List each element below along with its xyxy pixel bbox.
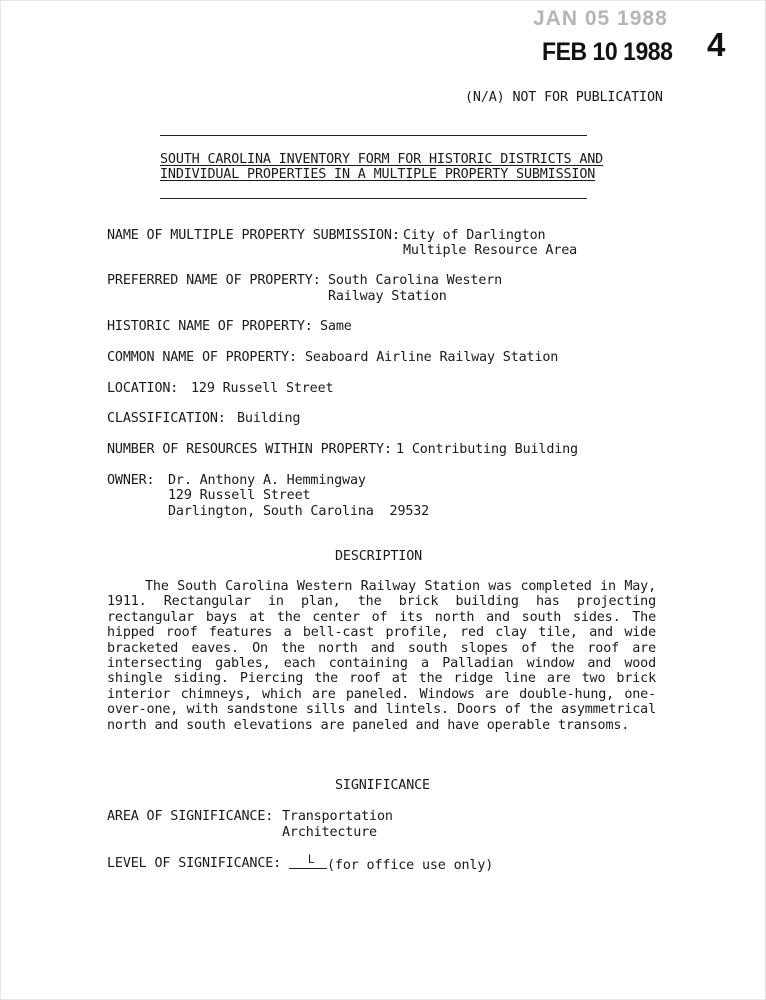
submission-value-2: Multiple Resource Area <box>403 243 578 258</box>
owner-line-2: 129 Russell Street <box>168 488 311 503</box>
significance-heading: SIGNIFICANCE <box>335 778 430 793</box>
form-title-line-2: INDIVIDUAL PROPERTIES IN A MULTIPLE PROPERTY SUBMISSION <box>160 167 596 182</box>
owner-line-1: Dr. Anthony A. Hemmingway <box>168 473 366 488</box>
level-office-use-note: (for office use only) <box>327 858 494 873</box>
top-rule <box>160 135 587 136</box>
area-of-significance-label: AREA OF SIGNIFICANCE: <box>107 809 274 824</box>
owner-line-3: Darlington, South Carolina 29532 <box>168 504 430 519</box>
resources-value: 1 Contributing Building <box>396 442 578 457</box>
submission-value-1: City of Darlington <box>403 228 546 243</box>
area-of-significance-value-1: Transportation <box>282 809 393 824</box>
description-paragraph: The South Carolina Western Railway Station was completed in May, 1911. Rectangular in plan, the brick building has projecting rectangular bays at the center of its north and south sides. The hipped roof features a bell-cast profile, red clay tile, and wide bracketed eaves. On the north and south slopes of the roof are intersecting gables, each containing a Palladian window and wood shingle siding. Piercing the roof at the ridge line are two brick interior chimneys, which are paneled. Windows are double-hung, one-over-one, with sandstone sills and lintels. Doors of the asymmetrical north and south elevations are paneled and have operable transoms. <box>107 579 656 733</box>
received-stamp-faint: JAN 05 1988 <box>533 7 668 30</box>
level-blank <box>289 852 327 869</box>
description-heading: DESCRIPTION <box>335 549 423 564</box>
preferred-name-value-2: Railway Station <box>328 289 447 304</box>
level-handwritten-mark: L <box>308 852 315 866</box>
level-of-significance-label: LEVEL OF SIGNIFICANCE: <box>107 856 282 871</box>
area-of-significance-value-2: Architecture <box>282 825 377 840</box>
location-label: LOCATION: <box>107 381 179 396</box>
bottom-rule <box>160 198 587 199</box>
resources-label: NUMBER OF RESOURCES WITHIN PROPERTY: <box>107 442 392 457</box>
classification-value: Building <box>237 411 301 426</box>
preferred-name-label: PREFERRED NAME OF PROPERTY: <box>107 273 321 288</box>
publication-note: (N/A) NOT FOR PUBLICATION <box>465 90 663 105</box>
historic-name-label: HISTORIC NAME OF PROPERTY: <box>107 319 313 334</box>
common-name-value: Seaboard Airline Railway Station <box>305 350 559 365</box>
preferred-name-value-1: South Carolina Western <box>328 273 503 288</box>
submission-label: NAME OF MULTIPLE PROPERTY SUBMISSION: <box>107 228 400 243</box>
received-date-stamp: FEB 10 1988 <box>542 38 673 66</box>
page-number: 4 <box>707 26 726 63</box>
common-name-label: COMMON NAME OF PROPERTY: <box>107 350 297 365</box>
form-title-line-1: SOUTH CAROLINA INVENTORY FORM FOR HISTORIC DISTRICTS AND <box>160 152 604 167</box>
classification-label: CLASSIFICATION: <box>107 411 226 426</box>
level-of-significance-field <box>289 852 494 873</box>
location-value: 129 Russell Street <box>191 381 334 396</box>
owner-label: OWNER: <box>107 473 155 488</box>
historic-name-value: Same <box>320 319 352 334</box>
